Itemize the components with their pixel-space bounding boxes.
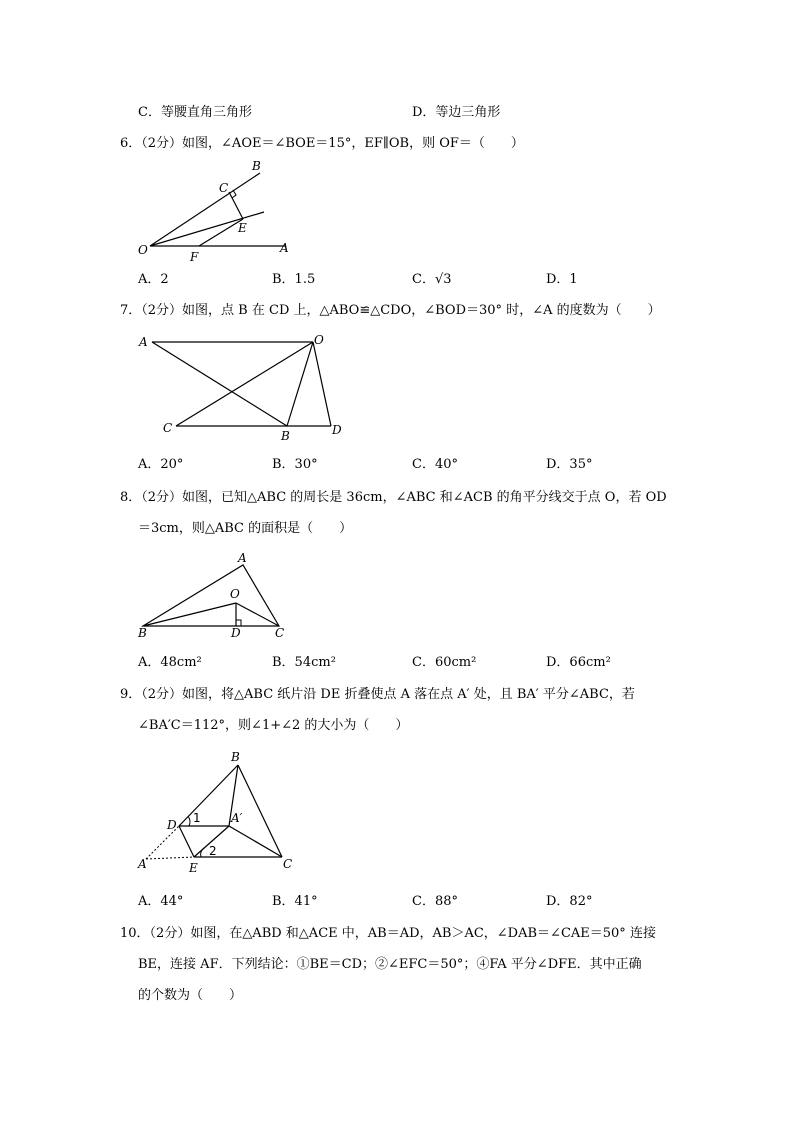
q8-stem-line1: 8．（2分）如图，已知△ABC 的周长是 36cm，∠ABC 和∠ACB 的角平分线交于点 O，若 OD bbox=[120, 490, 667, 505]
q8-label-a: A bbox=[238, 551, 247, 565]
q6-option-b: B．1.5 bbox=[272, 272, 316, 287]
q7-label-o: O bbox=[314, 333, 324, 347]
q8-option-a: A．48cm² bbox=[138, 655, 202, 670]
q10-stem-line3: 的个数为（ ） bbox=[138, 988, 243, 1003]
q9-label-a: A bbox=[138, 857, 147, 871]
q7-label-b: B bbox=[281, 429, 290, 443]
q7-option-c: C．40° bbox=[412, 457, 458, 472]
q8-label-b: B bbox=[138, 626, 147, 640]
q7-option-b: B．30° bbox=[272, 457, 318, 472]
q10-stem-line2: BE，连接 AF．下列结论：①BE＝CD；②∠EFC＝50°；④FA 平分∠DFE．其中正确 bbox=[138, 957, 642, 972]
q9-option-c: C．88° bbox=[412, 894, 458, 909]
q9-label-angle1: 1 bbox=[193, 811, 201, 825]
q9-label-d: D bbox=[167, 818, 177, 832]
q7-label-a: A bbox=[139, 335, 148, 349]
q9-stem-line2: ∠BA′C＝112°，则∠1+∠2 的大小为（ ） bbox=[138, 718, 409, 733]
q9-option-b: B．41° bbox=[272, 894, 318, 909]
q7-label-d: D bbox=[332, 423, 342, 437]
q9-label-b: B bbox=[231, 750, 240, 764]
q9-option-a: A．44° bbox=[138, 894, 184, 909]
q6-stem: 6．（2分）如图，∠AOE＝∠BOE＝15°，EF∥OB，则 OF＝（ ） bbox=[120, 136, 524, 151]
q7-stem: 7．（2分）如图，点 B 在 CD 上，△ABO≌△CDO，∠BOD＝30° 时，∠A 的度数为（ ） bbox=[120, 303, 661, 318]
q9-option-d: D．82° bbox=[546, 894, 593, 909]
q6-option-a: A．2 bbox=[138, 272, 169, 287]
q8-stem-line2: ＝3cm，则△ABC 的面积是（ ） bbox=[138, 521, 353, 536]
q7-option-a: A．20° bbox=[138, 457, 184, 472]
q6-label-o: O bbox=[138, 243, 148, 257]
q9-stem-line1: 9．（2分）如图，将△ABC 纸片沿 DE 折叠使点 A 落在点 A′ 处，且 BA′ 平分∠ABC，若 bbox=[120, 687, 635, 702]
q6-label-b: B bbox=[252, 159, 261, 173]
q8-option-b: B．54cm² bbox=[272, 655, 336, 670]
q8-label-c: C bbox=[275, 626, 285, 640]
q5-option-c: C．等腰直角三角形 bbox=[138, 105, 252, 120]
q10-stem-line1: 10．（2分）如图，在△ABD 和△ACE 中，AB＝AD，AB＞AC，∠DAB＝∠CAE＝50° 连接 bbox=[120, 926, 656, 941]
q9-label-c: C bbox=[283, 857, 293, 871]
q8-option-c: C．60cm² bbox=[412, 655, 477, 670]
q9-label-angle2: 2 bbox=[209, 844, 217, 858]
q5-option-d: D．等边三角形 bbox=[412, 105, 501, 120]
q8-option-d: D．66cm² bbox=[546, 655, 611, 670]
q6-option-c: C．√3 bbox=[412, 272, 452, 287]
q9-label-a-prime: A′ bbox=[231, 811, 243, 825]
q6-label-a: A bbox=[280, 241, 289, 255]
q6-label-c: C bbox=[219, 181, 229, 195]
q7-label-c: C bbox=[163, 421, 173, 435]
q8-label-o: O bbox=[230, 587, 240, 601]
q9-label-e: E bbox=[189, 861, 198, 875]
q6-option-d: D．1 bbox=[546, 272, 578, 287]
q7-option-d: D．35° bbox=[546, 457, 593, 472]
q8-label-d: D bbox=[231, 626, 241, 640]
q6-label-f: F bbox=[190, 250, 199, 264]
q6-label-e: E bbox=[238, 221, 247, 235]
